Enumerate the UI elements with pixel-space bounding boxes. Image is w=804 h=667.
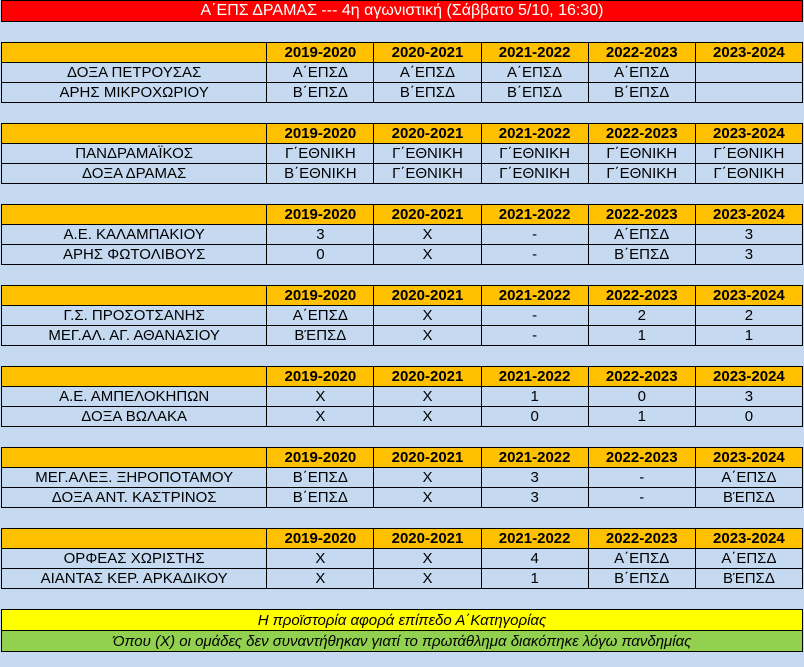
season-header-cell[interactable]: 2023-2024	[695, 448, 802, 468]
season-header-row	[2, 367, 803, 387]
season-header-cell[interactable]: 2023-2024	[695, 286, 802, 306]
history-table	[1, 0, 803, 652]
season-header-cell[interactable]: 2020-2021	[374, 286, 481, 306]
season-value-cell[interactable]: Α΄ΕΠΣΔ	[267, 306, 374, 326]
season-header-cell[interactable]: 2022-2023	[588, 43, 695, 63]
season-value-cell[interactable]: 0	[481, 407, 588, 427]
note-green-cell[interactable]: Όπου (Χ) οι ομάδες δεν συναντήθηκαν γιατί το πρωτάθλημα διακόπηκε λόγω πανδημίας	[2, 631, 803, 652]
season-value-cell[interactable]: Α΄ΕΠΣΔ	[695, 468, 802, 488]
spacer-row	[2, 22, 803, 43]
season-header-cell[interactable]: 2023-2024	[695, 205, 802, 225]
season-value-cell[interactable]: Β΄ΕΠΣΔ	[481, 83, 588, 103]
season-header-cell[interactable]: 2023-2024	[695, 529, 802, 549]
spacer-cell	[2, 184, 803, 205]
header-empty-cell[interactable]	[2, 286, 267, 306]
team-row	[2, 83, 803, 103]
season-value-cell[interactable]: Γ΄ΕΘΝΙΚΗ	[695, 164, 802, 184]
season-value-cell[interactable]: Χ	[267, 549, 374, 569]
team-row	[2, 488, 803, 508]
season-header-cell[interactable]: 2019-2020	[267, 529, 374, 549]
spacer-row	[2, 346, 803, 367]
note-yellow-cell[interactable]: Η προϊστορία αφορά επίπεδο Α΄Κατηγορίας	[2, 610, 803, 631]
spacer-row	[2, 265, 803, 286]
season-header-cell[interactable]: 2021-2022	[481, 205, 588, 225]
header-empty-cell[interactable]	[2, 205, 267, 225]
team-name-cell[interactable]: ΟΡΦΕΑΣ ΧΩΡΙΣΤΗΣ	[2, 549, 267, 569]
season-value-cell[interactable]: 0	[267, 245, 374, 265]
spacer-cell	[2, 508, 803, 529]
season-value-cell[interactable]: Β΄ΕΠΣΔ	[267, 488, 374, 508]
season-header-cell[interactable]: 2022-2023	[588, 448, 695, 468]
team-name-cell[interactable]: ΔΟΞΑ ΑΝΤ. ΚΑΣΤΡΙΝΟΣ	[2, 488, 267, 508]
note-yellow-row	[2, 610, 803, 631]
team-name-cell[interactable]: ΔΟΞΑ ΒΩΛΑΚΑ	[2, 407, 267, 427]
season-value-cell[interactable]: 1	[481, 387, 588, 407]
season-header-cell[interactable]: 2021-2022	[481, 124, 588, 144]
team-row	[2, 164, 803, 184]
season-value-cell[interactable]: Χ	[374, 225, 481, 245]
header-empty-cell[interactable]	[2, 448, 267, 468]
spacer-cell	[2, 103, 803, 124]
season-value-cell[interactable]: Χ	[374, 569, 481, 589]
title-row	[2, 1, 803, 22]
header-empty-cell[interactable]	[2, 367, 267, 387]
season-value-cell[interactable]: Α΄ΕΠΣΔ	[588, 549, 695, 569]
season-value-cell[interactable]: -	[588, 468, 695, 488]
season-header-row	[2, 529, 803, 549]
season-header-row	[2, 43, 803, 63]
spacer-cell	[2, 265, 803, 286]
team-row	[2, 326, 803, 346]
header-empty-cell[interactable]	[2, 124, 267, 144]
season-header-row	[2, 448, 803, 468]
season-value-cell[interactable]: -	[481, 245, 588, 265]
season-value-cell[interactable]: Γ΄ΕΘΝΙΚΗ	[481, 164, 588, 184]
team-name-cell[interactable]: Γ.Σ. ΠΡΟΣΟΤΣΑΝΗΣ	[2, 306, 267, 326]
season-value-cell[interactable]: Χ	[267, 569, 374, 589]
season-header-cell[interactable]: 2020-2021	[374, 205, 481, 225]
team-name-cell[interactable]: ΑΙΑΝΤΑΣ ΚΕΡ. ΑΡΚΑΔΙΚΟΥ	[2, 569, 267, 589]
season-value-cell[interactable]: Γ΄ΕΘΝΙΚΗ	[267, 144, 374, 164]
season-header-row	[2, 124, 803, 144]
season-value-cell[interactable]: Χ	[374, 468, 481, 488]
season-value-cell[interactable]: 3	[695, 225, 802, 245]
season-value-cell[interactable]: 3	[695, 387, 802, 407]
season-value-cell[interactable]: 0	[695, 407, 802, 427]
spacer-cell	[2, 22, 803, 43]
team-row	[2, 549, 803, 569]
team-name-cell[interactable]: Α.Ε. ΚΑΛΑΜΠΑΚΙΟΥ	[2, 225, 267, 245]
note-green-row	[2, 631, 803, 652]
season-value-cell[interactable]: -	[481, 326, 588, 346]
season-value-cell[interactable]: Α΄ΕΠΣΔ	[267, 63, 374, 83]
season-value-cell[interactable]: Β΄ΕΠΣΔ	[267, 83, 374, 103]
season-value-cell[interactable]: Α΄ΕΠΣΔ	[481, 63, 588, 83]
team-name-cell[interactable]: ΠΑΝΔΡΑΜΑΪΚΟΣ	[2, 144, 267, 164]
team-row	[2, 225, 803, 245]
spacer-cell	[2, 427, 803, 448]
season-value-cell[interactable]: 3	[267, 225, 374, 245]
season-value-cell[interactable]: Γ΄ΕΘΝΙΚΗ	[374, 144, 481, 164]
season-value-cell[interactable]: Χ	[374, 387, 481, 407]
season-header-row	[2, 205, 803, 225]
season-value-cell[interactable]: -	[481, 306, 588, 326]
season-value-cell[interactable]: Β΄ΕΠΣΔ	[588, 83, 695, 103]
season-value-cell[interactable]: 2	[695, 306, 802, 326]
season-value-cell[interactable]: 1	[588, 407, 695, 427]
season-value-cell[interactable]: Γ΄ΕΘΝΙΚΗ	[695, 144, 802, 164]
season-value-cell[interactable]: Χ	[374, 407, 481, 427]
season-value-cell[interactable]: 3	[481, 488, 588, 508]
season-value-cell[interactable]: 4	[481, 549, 588, 569]
team-name-cell[interactable]: ΑΡΗΣ ΜΙΚΡΟΧΩΡΙΟΥ	[2, 83, 267, 103]
season-value-cell[interactable]: Β΄ΕΘΝΙΚΗ	[267, 164, 374, 184]
season-value-cell[interactable]: 0	[588, 387, 695, 407]
season-header-row	[2, 286, 803, 306]
season-value-cell[interactable]: Χ	[374, 326, 481, 346]
season-header-cell[interactable]: 2022-2023	[588, 205, 695, 225]
season-value-cell[interactable]: Χ	[374, 549, 481, 569]
team-row	[2, 407, 803, 427]
season-value-cell[interactable]: 3	[481, 468, 588, 488]
season-header-cell[interactable]: 2019-2020	[267, 43, 374, 63]
season-value-cell[interactable]: Χ	[267, 407, 374, 427]
header-empty-cell[interactable]	[2, 43, 267, 63]
team-name-cell[interactable]: Α.Ε. ΑΜΠΕΛΟΚΗΠΩΝ	[2, 387, 267, 407]
sheet-title[interactable]: Α΄ΕΠΣ ΔΡΑΜΑΣ --- 4η αγωνιστική (Σάββατο 5/10, 16:30)	[2, 1, 803, 22]
season-header-cell[interactable]: 2020-2021	[374, 124, 481, 144]
season-header-cell[interactable]: 2020-2021	[374, 529, 481, 549]
team-name-cell[interactable]: ΜΕΓ.ΑΛΕΞ. ΞΗΡΟΠΟΤΑΜΟΥ	[2, 468, 267, 488]
season-value-cell[interactable]: Α΄ΕΠΣΔ	[374, 63, 481, 83]
spacer-row	[2, 103, 803, 124]
team-row	[2, 569, 803, 589]
team-row	[2, 245, 803, 265]
season-header-cell[interactable]: 2021-2022	[481, 286, 588, 306]
season-header-cell[interactable]: 2021-2022	[481, 529, 588, 549]
season-header-cell[interactable]: 2022-2023	[588, 529, 695, 549]
season-value-cell[interactable]: Α΄ΕΠΣΔ	[588, 63, 695, 83]
season-value-cell[interactable]: 1	[481, 569, 588, 589]
team-name-cell[interactable]: ΑΡΗΣ ΦΩΤΟΛΙΒΟΥΣ	[2, 245, 267, 265]
season-value-cell[interactable]: -	[588, 488, 695, 508]
team-row	[2, 468, 803, 488]
season-value-cell[interactable]: Γ΄ΕΘΝΙΚΗ	[374, 164, 481, 184]
season-header-cell[interactable]: 2020-2021	[374, 367, 481, 387]
season-header-cell[interactable]: 2023-2024	[695, 124, 802, 144]
season-header-cell[interactable]: 2020-2021	[374, 43, 481, 63]
season-value-cell[interactable]: Χ	[267, 387, 374, 407]
season-header-cell[interactable]: 2023-2024	[695, 367, 802, 387]
season-value-cell[interactable]: Β΄ΕΠΣΔ	[588, 245, 695, 265]
season-value-cell[interactable]: -	[481, 225, 588, 245]
season-value-cell[interactable]: 3	[695, 245, 802, 265]
season-header-cell[interactable]: 2022-2023	[588, 124, 695, 144]
season-value-cell[interactable]: Χ	[374, 306, 481, 326]
season-value-cell[interactable]: Χ	[374, 488, 481, 508]
season-value-cell[interactable]: Α΄ΕΠΣΔ	[695, 549, 802, 569]
season-value-cell[interactable]	[695, 63, 802, 83]
season-header-cell[interactable]: 2019-2020	[267, 124, 374, 144]
season-value-cell[interactable]: 1	[588, 326, 695, 346]
season-value-cell[interactable]: Β΄ΕΠΣΔ	[374, 83, 481, 103]
season-value-cell[interactable]: ΒΈΠΣΔ	[267, 326, 374, 346]
season-value-cell[interactable]: Β΄ΕΠΣΔ	[588, 569, 695, 589]
spacer-row	[2, 427, 803, 448]
season-value-cell[interactable]: 2	[588, 306, 695, 326]
spacer-row	[2, 184, 803, 205]
season-value-cell[interactable]: Γ΄ΕΘΝΙΚΗ	[588, 144, 695, 164]
header-empty-cell[interactable]	[2, 529, 267, 549]
season-header-cell[interactable]: 2021-2022	[481, 448, 588, 468]
spacer-row	[2, 589, 803, 610]
season-header-cell[interactable]: 2021-2022	[481, 367, 588, 387]
season-value-cell[interactable]: Γ΄ΕΘΝΙΚΗ	[588, 164, 695, 184]
season-header-cell[interactable]: 2019-2020	[267, 286, 374, 306]
season-header-cell[interactable]: 2023-2024	[695, 43, 802, 63]
spacer-row	[2, 508, 803, 529]
season-value-cell[interactable]: Χ	[374, 245, 481, 265]
team-name-cell[interactable]: ΜΕΓ.ΑΛ. ΑΓ. ΑΘΑΝΑΣΙΟΥ	[2, 326, 267, 346]
season-header-cell[interactable]: 2019-2020	[267, 205, 374, 225]
season-header-cell[interactable]: 2022-2023	[588, 286, 695, 306]
team-row	[2, 387, 803, 407]
season-value-cell[interactable]: Β΄ΕΠΣΔ	[267, 468, 374, 488]
team-name-cell[interactable]: ΔΟΞΑ ΠΕΤΡΟΥΣΑΣ	[2, 63, 267, 83]
season-header-cell[interactable]: 2019-2020	[267, 367, 374, 387]
season-value-cell[interactable]: Γ΄ΕΘΝΙΚΗ	[481, 144, 588, 164]
season-header-cell[interactable]: 2019-2020	[267, 448, 374, 468]
season-header-cell[interactable]: 2022-2023	[588, 367, 695, 387]
spacer-cell	[2, 589, 803, 610]
season-value-cell[interactable]: Α΄ΕΠΣΔ	[588, 225, 695, 245]
team-row	[2, 306, 803, 326]
season-value-cell[interactable]	[695, 83, 802, 103]
season-value-cell[interactable]: ΒΈΠΣΔ	[695, 569, 802, 589]
spacer-cell	[2, 346, 803, 367]
season-header-cell[interactable]: 2021-2022	[481, 43, 588, 63]
team-row	[2, 63, 803, 83]
season-value-cell[interactable]: 1	[695, 326, 802, 346]
team-row	[2, 144, 803, 164]
season-value-cell[interactable]: ΒΈΠΣΔ	[695, 488, 802, 508]
team-name-cell[interactable]: ΔΟΞΑ ΔΡΑΜΑΣ	[2, 164, 267, 184]
season-header-cell[interactable]: 2020-2021	[374, 448, 481, 468]
